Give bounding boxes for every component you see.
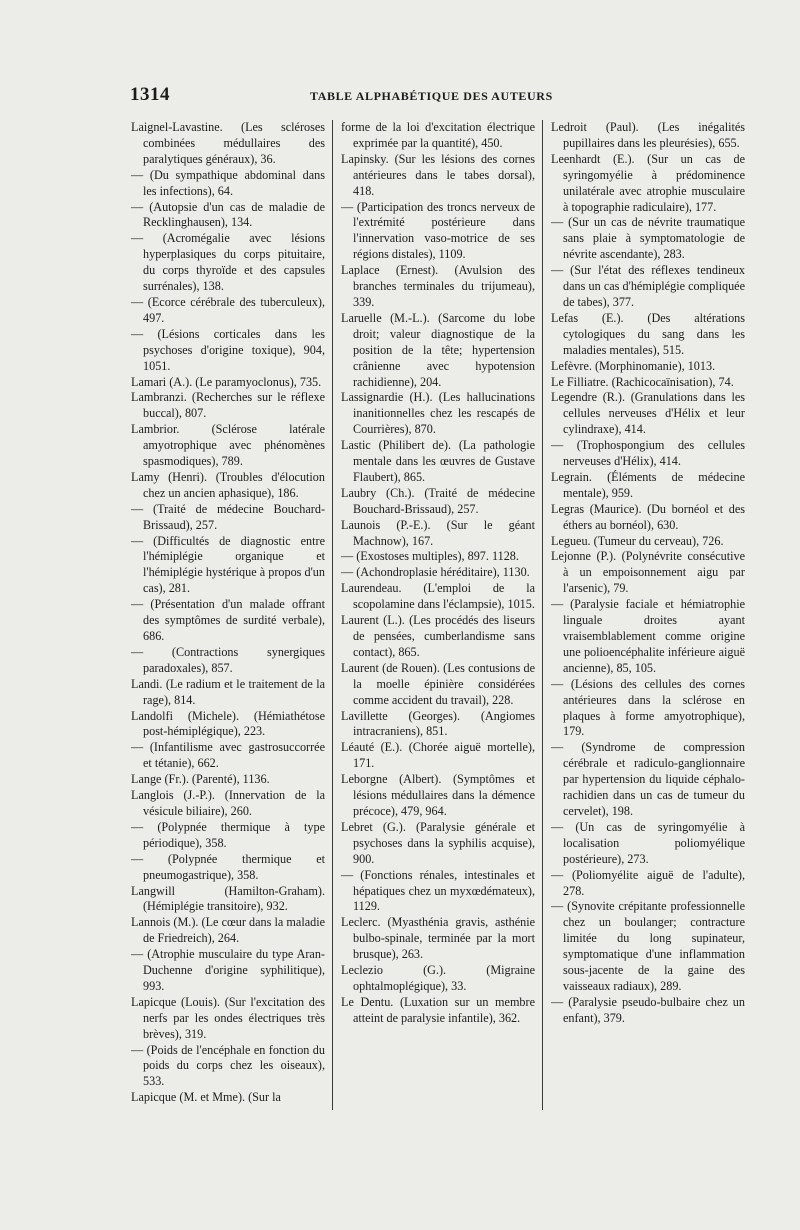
index-entry: Lamy (Henri). (Troubles d'élocution chez un ancien aphasique), 186. [131,469,325,500]
index-entry: Landi. (Le radium et le traitement de la rage), 814. [131,676,325,707]
index-entry: — (Difficultés de diagnostic entre l'hémiplégie organique et l'hémiplégie hystérique à propos d'un cas), 281. [131,533,325,596]
index-entry: — (Syndrome de compression cérébrale et radiculo-ganglionnaire par hypertension du liquide céphalo-rachidien dans un cas de tumeur du cervelet), 198. [551,740,745,818]
index-entry: Lastic (Philibert de). (La pathologie mentale dans les œuvres de Gustave Flaubert), 865. [341,438,535,484]
index-entry: — (Ecorce cérébrale des tuberculeux), 497. [131,294,325,325]
index-entry: — (Un cas de syringomyélie à localisation poliomyélique postérieure), 273. [551,819,745,866]
index-entry: — (Contractions synergiques paradoxales), 857. [131,644,325,675]
index-entry: — (Paralysie pseudo-bulbaire chez un enfant), 379. [551,994,745,1025]
index-entry: Legrain. (Éléments de médecine mentale), 959. [551,469,745,500]
index-entry: Laurent (de Rouen). (Les contusions de la moelle épinière considérées comme accident du travail), 228. [341,660,535,707]
index-entry: Lassignardie (H.). (Les hallucinations inanitionnelles chez les rescapés de Courrières), 870. [341,390,535,437]
column-divider [332,120,333,1110]
index-entry: — (Sur un cas de névrite traumatique sans plaie à symptomatologie de névrite ascendante), 283. [551,215,745,262]
index-entry: — (Fonctions rénales, intestinales et hépatiques chez un myxœdémateux), 1129. [341,867,535,914]
index-entry: Laruelle (M.-L.). (Sarcome du lobe droit; valeur diagnostique de la position de la tête; hypertension crânienne avec hypotension rachidienne), 204. [341,310,535,389]
index-entry: — (Autopsie d'un cas de maladie de Recklinghausen), 134. [131,199,325,230]
index-entry: Leclerc. (Myasthénia gravis, asthénie bulbo-spinale, terminée par la mort brusque), 263. [341,915,535,962]
index-entry: — (Paralysie faciale et hémiatrophie linguale droites ayant vraisemblablement comme origine une polioencéphalite inférieure aiguë ancienne), 85, 105. [551,597,745,675]
index-entry: Lapicque (M. et Mme). (Sur la [131,1090,281,1105]
index-entry: — (Infantilisme avec gastrosuccorrée et tétanie), 662. [131,740,325,771]
index-entry: — (Synovite crépitante professionnelle chez un boulanger; contracture limitée du long supinateur, symptomatique d'une inflammation sous-jacente de la gaine des vaisseaux radiaux), 289. [551,899,745,993]
index-entry: — (Trophospongium des cellules nerveuses d'Hélix), 414. [551,438,745,469]
index-entry: Le Dentu. (Luxation sur un membre atteint de paralysie infantile), 362. [341,994,535,1025]
index-entry: — (Poids de l'encéphale en fonction du poids du corps chez les oiseaux), 533. [131,1042,325,1089]
index-entry: — (Poliomyélite aiguë de l'adulte), 278. [551,867,745,898]
index-entry: — (Lésions corticales dans les psychoses d'origine toxique), 904, 1051. [131,326,325,373]
index-entry: Laubry (Ch.). (Traité de médecine Bouchard-Brissaud), 257. [341,485,535,516]
page-header [130,84,740,106]
index-entry: Lefas (E.). (Des altérations cytologiques du sang dans les maladies mentales), 515. [551,310,745,357]
index-entry: Lavillette (Georges). (Angiomes intracraniens), 851. [341,708,535,739]
index-entry: Lejonne (P.). (Polynévrite consécutive à un empoisonnement aigu par l'arsenic), 79. [551,549,745,596]
index-entry: Leborgne (Albert). (Symptômes et lésions médullaires dans la démence précoce), 479, 964. [341,772,535,818]
index-entry: Lambrior. (Sclérose latérale amyotrophique avec phénomènes spasmodiques), 789. [131,422,325,469]
index-entry: — (Sur l'état des réflexes tendineux dans un cas d'hémiplégie compliquée de tabes), 377. [551,263,745,309]
index-entry: — (Polypnée thermique et pneumogastrique), 358. [131,851,325,882]
index-entry: Legendre (R.). (Granulations dans les cellules nerveuses d'Hélix et leur cylindraxe), 414. [551,390,745,437]
index-entry: Laurent (L.). (Les procédés des liseurs de pensées, cumberlandisme sans contact), 865. [341,613,535,659]
index-entry: Ledroit (Paul). (Les inégalités pupillaires dans les pleurésies), 655. [551,120,745,150]
index-entry: — (Acromégalie avec lésions hyperplasiques du corps pituitaire, du corps thyroïde et des capsules surrénales), 138. [131,231,325,294]
index-entry: — (Lésions des cellules des cornes antérieures dans la sclérose en plaques à forme amyotrophique), 179. [551,676,745,739]
index-entry: Langwill (Hamilton-Graham). (Hémiplégie transitoire), 932. [131,883,325,914]
index-column-3 [551,120,745,1027]
index-entry: Laignel-Lavastine. (Les scléroses combinées médullaires des paralytiques généraux), 36. [131,120,325,166]
index-entry: Langlois (J.-P.). (Innervation de la vésicule biliaire), 260. [131,788,325,818]
index-column-1 [131,120,325,1106]
index-entry: — (Atrophie musculaire du type Aran-Duchenne d'origine syphilitique), 993. [131,947,325,993]
index-entry: — (Achondroplasie héréditaire), 1130. [341,565,530,580]
index-entry: — (Traité de médecine Bouchard-Brissaud), 257. [131,501,325,532]
index-entry: Leenhardt (E.). (Sur un cas de syringomyélie à prédominence unilatérale avec atrophie musculaire à topographie radiculaire), 177. [551,151,745,214]
index-entry: Legueu. (Tumeur du cerveau), 726. [551,533,724,548]
index-entry: Laplace (Ernest). (Avulsion des branches terminales du trijumeau), 339. [341,263,535,309]
index-entry: Lapicque (Louis). (Sur l'excitation des nerfs par les ondes électriques très brèves), 319. [131,994,325,1041]
index-entry: Lannois (M.). (Le cœur dans la maladie de Friedreich), 264. [131,915,325,946]
index-entry: Le Filliatre. (Rachicocaïnisation), 74. [551,374,734,389]
index-entry: — (Polypnée thermique à type périodique), 358. [131,819,325,850]
index-entry: Laurendeau. (L'emploi de la scopolamine dans l'éclampsie), 1015. [341,581,535,612]
index-entry: Landolfi (Michele). (Hémiathétose post-hémiplégique), 223. [131,708,325,739]
running-title: TABLE ALPHABÉTIQUE DES AUTEURS [310,89,553,103]
index-entry: — (Exostoses multiples), 897. 1128. [341,549,519,564]
index-entry: Lebret (G.). (Paralysie générale et psychoses dans la syphilis acquise), 900. [341,819,535,866]
index-column-2 [341,120,535,1027]
index-entry: Lambranzi. (Recherches sur le réflexe buccal), 807. [131,390,325,421]
index-entry: — (Présentation d'un malade offrant des symptômes de surdité verbale), 686. [131,597,325,643]
index-entry: Lapinsky. (Sur les lésions des cornes antérieures dans le tabes dorsal), 418. [341,151,535,198]
index-entry: Léauté (E.). (Chorée aiguë mortelle), 171. [341,740,535,771]
page-number: 1314 [130,84,170,105]
index-entry: Lefèvre. (Morphinomanie), 1013. [551,358,716,373]
column-divider [542,120,543,1110]
index-entry: Lange (Fr.). (Parenté), 1136. [131,772,270,787]
index-entry: — (Participation des troncs nerveux de l'extrémité postérieure dans l'innervation vaso-motrice de ses régions distales), 1109. [341,199,535,262]
index-entry: — (Du sympathique abdominal dans les infections), 64. [131,167,325,198]
index-entry: Leclezio (G.). (Migraine ophtalmoplégique), 33. [341,963,535,993]
index-entry: Lamari (A.). (Le paramyoclonus), 735. [131,374,322,389]
index-entry: Legras (Maurice). (Du bornéol et des éthers au bornéol), 630. [551,501,745,532]
index-entry: forme de la loi d'excitation électrique exprimée par la quantité), 450. [341,120,535,150]
index-entry: Launois (P.-E.). (Sur le géant Machnow), 167. [341,517,535,548]
